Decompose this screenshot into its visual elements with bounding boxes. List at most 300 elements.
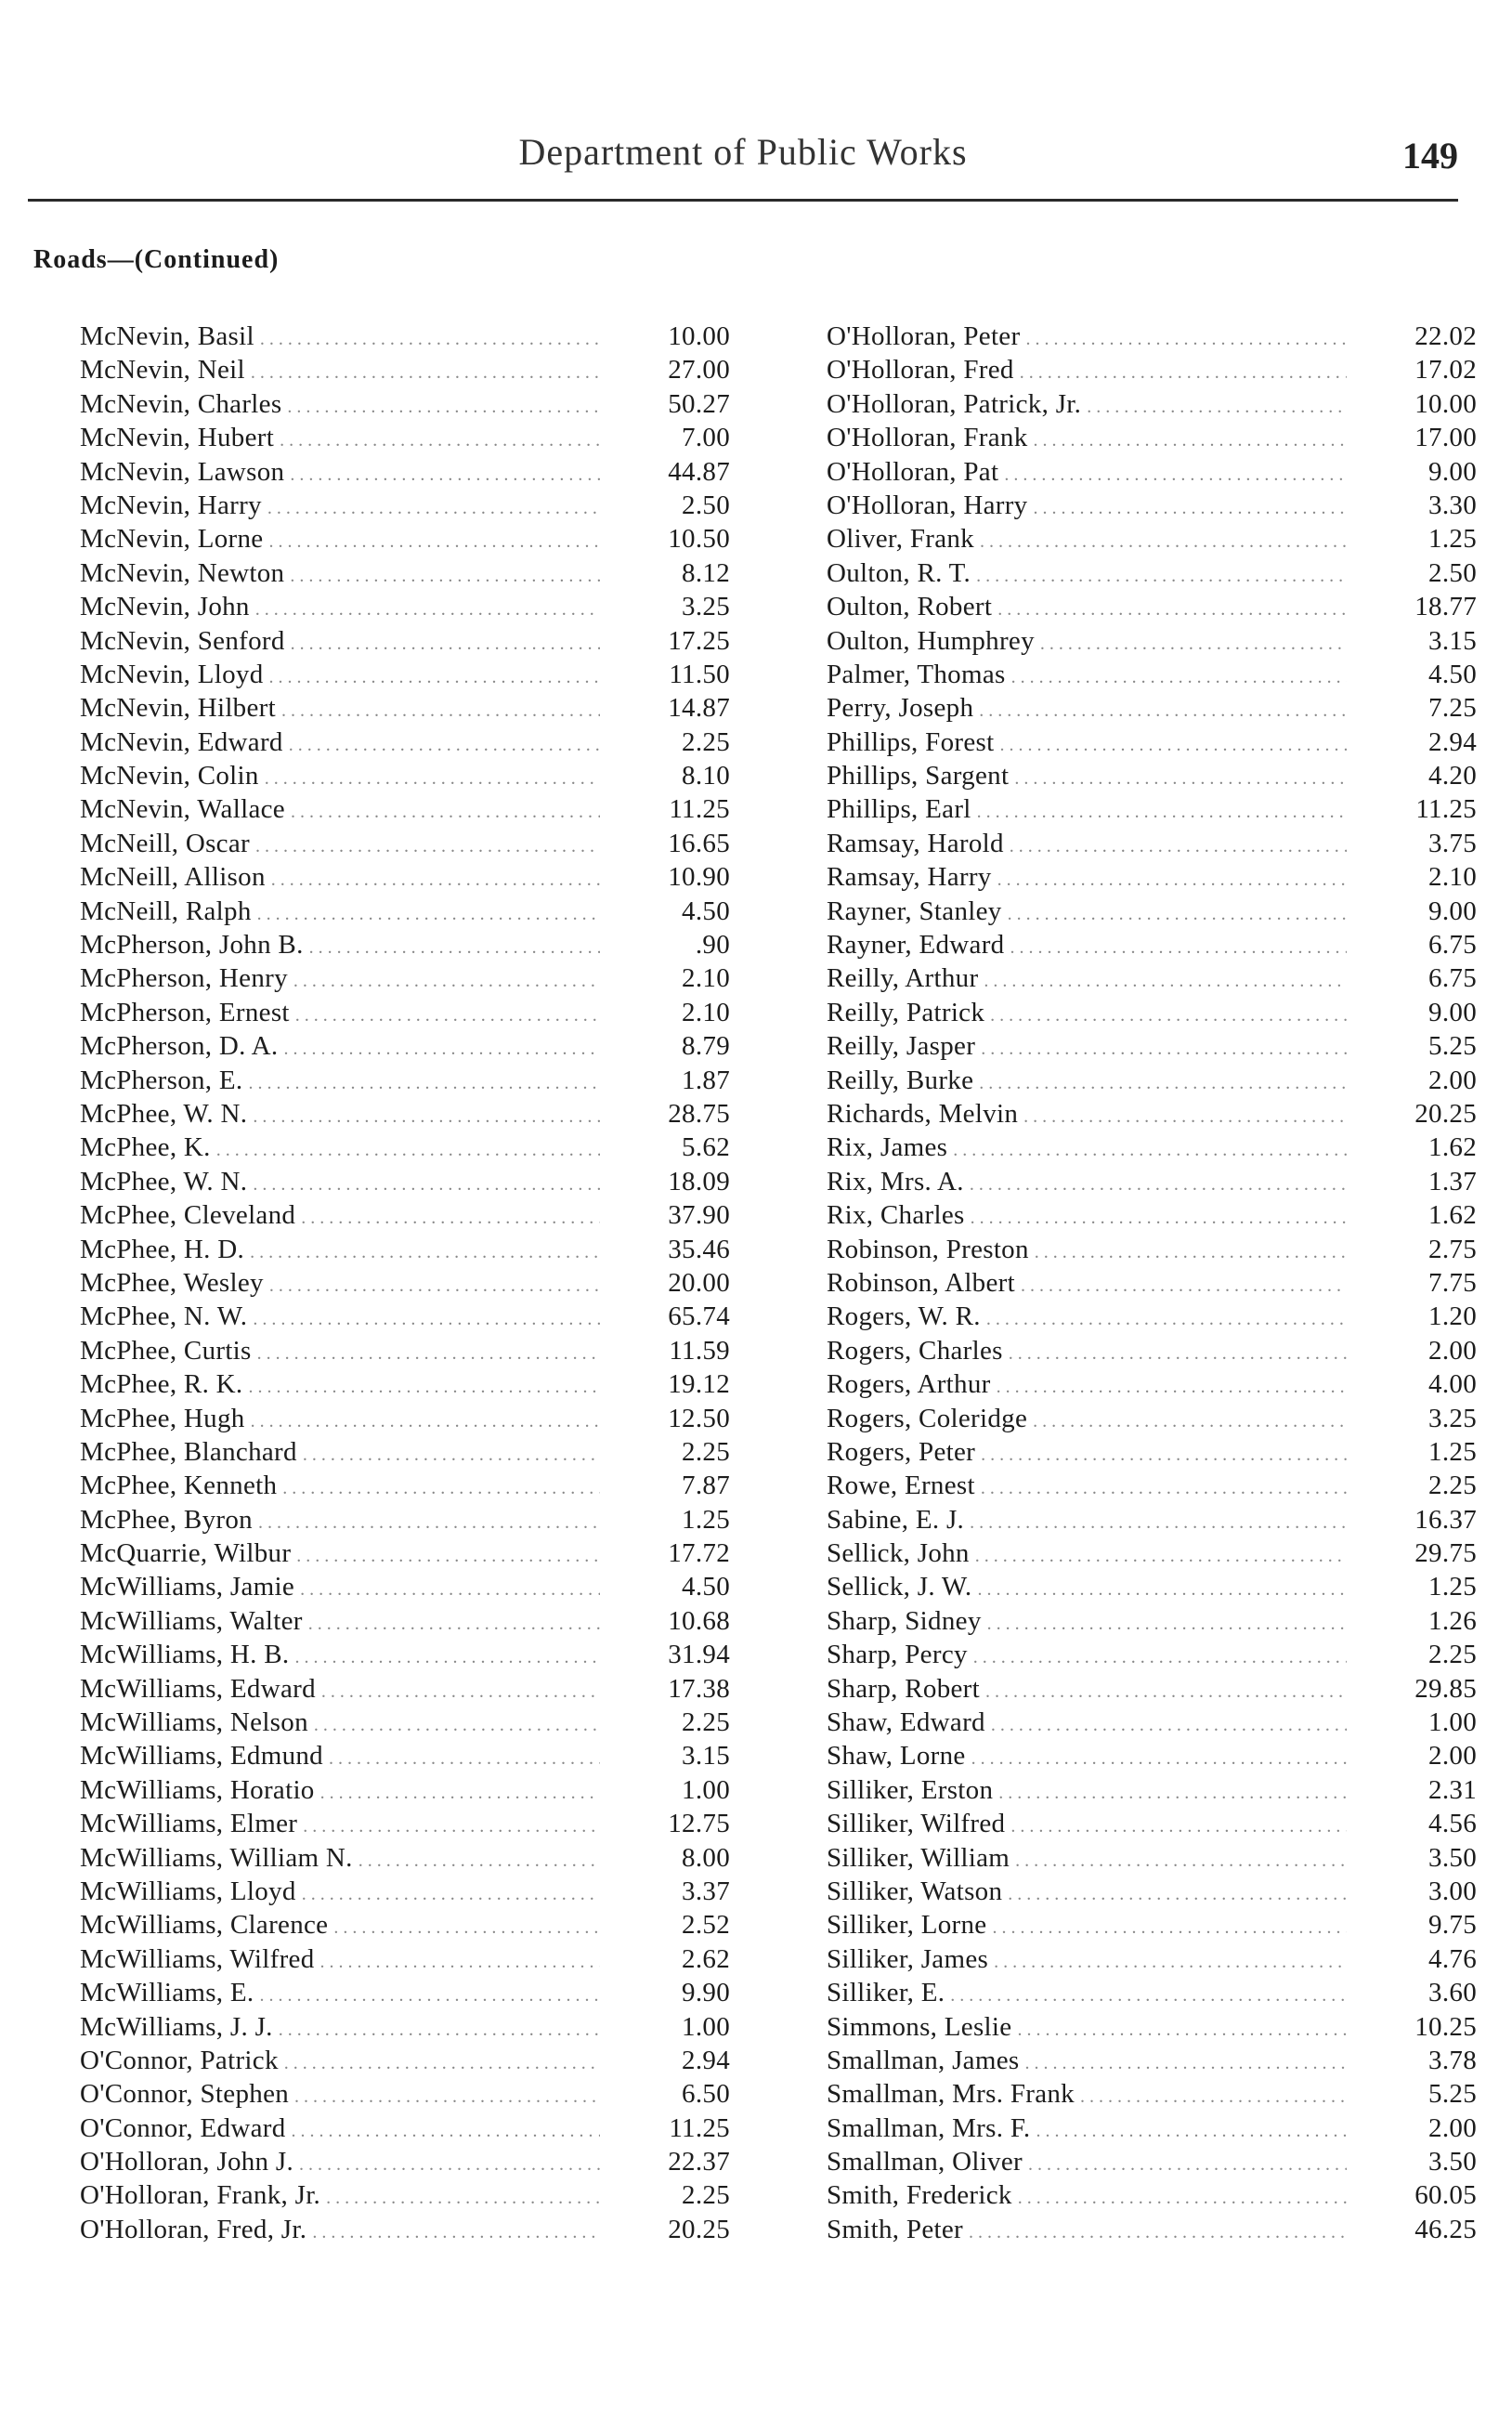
list-item xyxy=(827,693,1477,726)
payment-amount: 7.25 xyxy=(1428,693,1477,724)
payment-amount: 10.00 xyxy=(668,321,730,351)
payment-amount: 2.52 xyxy=(682,1910,730,1941)
payee-name: McPhee, N. W. xyxy=(80,1301,248,1332)
payee-name: McNevin, Hilbert xyxy=(80,693,276,724)
list-item xyxy=(80,1944,730,1978)
payee-name: O'Holloran, Peter xyxy=(827,321,1021,351)
payment-amount: 12.50 xyxy=(668,1403,730,1433)
dot-leader xyxy=(982,1614,1347,1635)
payee-name: Rogers, Arthur xyxy=(827,1369,991,1400)
payee-name: McWilliams, E. xyxy=(80,1978,254,2008)
dot-leader xyxy=(254,329,600,350)
list-item xyxy=(80,1606,730,1640)
list-item xyxy=(827,1843,1477,1876)
dot-leader xyxy=(1015,1275,1347,1297)
dot-leader xyxy=(986,1917,1347,1939)
payee-name: Smallman, Mrs. F. xyxy=(827,2112,1031,2143)
dot-leader xyxy=(1003,1343,1347,1365)
payee-name: McWilliams, Horatio xyxy=(80,1774,315,1805)
dot-leader xyxy=(1004,937,1347,959)
dot-leader xyxy=(971,566,1347,587)
list-item xyxy=(827,1404,1477,1437)
dot-leader xyxy=(279,2053,600,2074)
dot-leader xyxy=(304,937,600,959)
list-item xyxy=(80,423,730,456)
dot-leader xyxy=(973,1073,1347,1094)
dot-leader xyxy=(247,1309,600,1330)
list-item xyxy=(827,1978,1477,2011)
payee-name: Phillips, Forest xyxy=(827,726,995,757)
dot-leader xyxy=(1019,2053,1347,2074)
list-item xyxy=(80,1775,730,1809)
list-item xyxy=(80,321,730,355)
list-item xyxy=(827,1944,1477,1978)
payee-name: O'Holloran, Fred xyxy=(827,355,1014,386)
payment-amount: 2.10 xyxy=(682,963,730,994)
left-column xyxy=(80,321,730,2248)
list-item xyxy=(827,389,1477,423)
dot-leader xyxy=(291,1546,600,1567)
payment-amount: 2.00 xyxy=(1428,1065,1477,1095)
payee-name: Shaw, Edward xyxy=(827,1707,985,1738)
dot-leader xyxy=(994,735,1347,756)
payee-name: McNevin, Wallace xyxy=(80,794,285,825)
payee-name: Phillips, Sargent xyxy=(827,761,1010,791)
running-title: Department of Public Works xyxy=(518,131,968,173)
dot-leader xyxy=(1018,1106,1347,1128)
list-item xyxy=(827,1268,1477,1301)
payment-amount: 7.87 xyxy=(682,1471,730,1501)
payee-name: McWilliams, Edward xyxy=(80,1673,316,1704)
list-item xyxy=(827,1572,1477,1605)
dot-leader xyxy=(975,1039,1347,1060)
dot-leader xyxy=(1075,2086,1347,2108)
list-item xyxy=(827,457,1477,490)
payee-name: Silliker, Wilfred xyxy=(827,1809,1006,1839)
payee-name: McWilliams, William N. xyxy=(80,1842,353,1873)
payee-name: Perry, Joseph xyxy=(827,693,974,724)
dot-leader xyxy=(992,599,1347,621)
list-item xyxy=(80,626,730,660)
payee-name: McNevin, Newton xyxy=(80,557,285,588)
dot-leader xyxy=(285,802,600,823)
list-item xyxy=(80,2215,730,2248)
list-item xyxy=(80,1437,730,1471)
list-item xyxy=(80,1336,730,1369)
list-item xyxy=(827,558,1477,592)
payment-amount: 2.94 xyxy=(682,2045,730,2075)
list-item xyxy=(80,1910,730,1943)
payee-name: McWilliams, Jamie xyxy=(80,1572,295,1602)
payee-name: Silliker, James xyxy=(827,1943,989,1974)
payee-name: O'Connor, Stephen xyxy=(80,2079,290,2110)
list-item xyxy=(827,963,1477,997)
payment-amount: 3.00 xyxy=(1428,1876,1477,1906)
payment-amount: 2.25 xyxy=(682,726,730,757)
dot-leader xyxy=(283,735,600,756)
dot-leader xyxy=(242,1377,600,1398)
dot-leader xyxy=(992,870,1347,891)
dot-leader xyxy=(1011,2020,1347,2041)
payee-name: McPherson, Henry xyxy=(80,963,288,994)
payment-amount: 6.75 xyxy=(1428,930,1477,961)
payee-name: Reilly, Arthur xyxy=(827,963,979,994)
dot-leader xyxy=(1035,634,1347,655)
payment-amount: 29.85 xyxy=(1414,1673,1477,1704)
dot-leader xyxy=(1081,397,1347,418)
list-item xyxy=(827,2215,1477,2248)
list-item xyxy=(80,2147,730,2180)
right-column xyxy=(827,321,1477,2248)
list-item xyxy=(80,660,730,693)
payment-amount: 8.00 xyxy=(682,1842,730,1873)
dot-leader xyxy=(970,1546,1347,1567)
payment-amount: 3.78 xyxy=(1428,2045,1477,2075)
dot-leader xyxy=(244,1242,600,1263)
page-header xyxy=(28,130,1458,202)
list-item xyxy=(80,963,730,997)
payee-name: McNevin, Lawson xyxy=(80,456,285,487)
payee-name: McNevin, Harry xyxy=(80,490,262,520)
dot-leader xyxy=(993,1783,1347,1804)
list-item xyxy=(827,1707,1477,1741)
list-item xyxy=(827,1471,1477,1504)
list-item xyxy=(827,862,1477,896)
dot-leader xyxy=(247,1174,600,1196)
payment-amount: 4.20 xyxy=(1428,761,1477,791)
list-item xyxy=(80,490,730,524)
dot-leader xyxy=(250,836,600,857)
payment-amount: 65.74 xyxy=(668,1301,730,1332)
list-item xyxy=(80,1369,730,1403)
payment-amount: 3.50 xyxy=(1428,1842,1477,1873)
payee-name: Smallman, Mrs. Frank xyxy=(827,2079,1075,2110)
dot-leader xyxy=(973,700,1347,722)
dot-leader xyxy=(320,2188,600,2209)
list-item xyxy=(827,1066,1477,1099)
payment-amount: 4.76 xyxy=(1428,1943,1477,1974)
payee-name: McNevin, Edward xyxy=(80,726,283,757)
list-item xyxy=(827,1741,1477,1774)
payment-amount: 10.68 xyxy=(668,1605,730,1636)
payment-amount: 17.38 xyxy=(668,1673,730,1704)
list-item xyxy=(827,1099,1477,1132)
payee-name: Robinson, Preston xyxy=(827,1234,1029,1264)
list-item xyxy=(80,1268,730,1301)
payment-amount: 10.50 xyxy=(668,524,730,555)
payee-name: Sellick, John xyxy=(827,1538,970,1569)
dot-leader xyxy=(245,362,600,384)
section-title: Roads—(Continued) xyxy=(33,245,280,274)
dot-leader xyxy=(284,566,600,587)
payment-amount: 1.25 xyxy=(1428,1572,1477,1602)
dot-leader xyxy=(247,1106,600,1128)
payment-amount: 17.02 xyxy=(1414,355,1477,386)
dot-leader xyxy=(264,1275,600,1297)
list-item xyxy=(80,1707,730,1741)
list-item xyxy=(827,2147,1477,2180)
payee-name: Palmer, Thomas xyxy=(827,659,1006,689)
dot-leader xyxy=(998,464,1347,486)
list-item xyxy=(827,761,1477,794)
dot-leader xyxy=(259,768,600,790)
payee-name: O'Holloran, John J. xyxy=(80,2147,294,2177)
payee-name: Ramsay, Harold xyxy=(827,828,1004,858)
dot-leader xyxy=(1002,904,1347,925)
payee-name: McWilliams, Edmund xyxy=(80,1741,323,1772)
list-item xyxy=(827,626,1477,660)
payment-amount: 4.56 xyxy=(1428,1809,1477,1839)
payee-name: McNevin, Colin xyxy=(80,761,259,791)
dot-leader xyxy=(284,464,600,486)
list-item xyxy=(80,862,730,896)
dot-leader xyxy=(277,1478,600,1499)
payment-amount: 16.65 xyxy=(668,828,730,858)
dot-leader xyxy=(306,2222,600,2243)
payment-amount: 3.50 xyxy=(1428,2147,1477,2177)
dot-leader xyxy=(242,1073,600,1094)
payee-name: Rogers, Peter xyxy=(827,1436,976,1467)
payment-amount: 8.10 xyxy=(682,761,730,791)
payment-amount: 1.20 xyxy=(1428,1301,1477,1332)
payee-name: Reilly, Jasper xyxy=(827,1031,976,1062)
payment-amount: 11.25 xyxy=(669,794,730,825)
dot-leader xyxy=(978,971,1347,992)
list-item xyxy=(827,1031,1477,1065)
payment-amount: 2.25 xyxy=(1428,1640,1477,1670)
dot-leader xyxy=(297,1445,600,1466)
list-item xyxy=(80,1301,730,1335)
payment-amount: 4.50 xyxy=(682,896,730,926)
payee-name: McPhee, R. K. xyxy=(80,1369,243,1400)
list-item xyxy=(827,2113,1477,2147)
dot-leader xyxy=(980,1681,1347,1703)
dot-leader xyxy=(290,1005,600,1026)
list-item xyxy=(827,930,1477,963)
payment-amount: 11.25 xyxy=(669,2112,730,2143)
payment-amount: 50.27 xyxy=(668,388,730,419)
payment-amount: 3.37 xyxy=(682,1876,730,1906)
list-item xyxy=(827,2012,1477,2046)
payee-name: McPherson, John B. xyxy=(80,930,304,961)
payment-amount: 46.25 xyxy=(1414,2214,1477,2244)
payee-name: McPhee, Wesley xyxy=(80,1267,264,1298)
payment-amount: 28.75 xyxy=(668,1098,730,1129)
payee-name: O'Holloran, Fred, Jr. xyxy=(80,2214,307,2244)
payment-amount: 20.25 xyxy=(1414,1098,1477,1129)
payee-name: McWilliams, Wilfred xyxy=(80,1943,315,1974)
payment-amount: 2.00 xyxy=(1428,2112,1477,2143)
list-item xyxy=(827,660,1477,693)
list-item xyxy=(80,1471,730,1504)
dot-leader xyxy=(297,1816,600,1837)
payment-amount: 14.87 xyxy=(668,693,730,724)
dot-leader xyxy=(1031,2121,1348,2142)
payment-amount: 1.25 xyxy=(1428,524,1477,555)
dot-leader xyxy=(278,1039,600,1060)
payee-name: McPhee, W. N. xyxy=(80,1098,248,1129)
payment-amount: 19.12 xyxy=(668,1369,730,1400)
list-item xyxy=(80,1404,730,1437)
payee-name: McPhee, Cleveland xyxy=(80,1200,296,1231)
dot-leader xyxy=(294,1579,600,1601)
list-item xyxy=(80,1235,730,1268)
payment-amount: 11.25 xyxy=(1415,794,1477,825)
payment-amount: 1.62 xyxy=(1428,1200,1477,1231)
dot-leader xyxy=(1004,836,1347,857)
dot-leader xyxy=(1009,768,1347,790)
payment-amount: 22.02 xyxy=(1414,321,1477,351)
payee-name: Oliver, Frank xyxy=(827,524,974,555)
dot-leader xyxy=(984,1005,1347,1026)
list-item xyxy=(80,1505,730,1538)
list-item xyxy=(80,1674,730,1707)
payment-amount: 7.75 xyxy=(1428,1267,1477,1298)
payee-name: McPhee, H. D. xyxy=(80,1234,245,1264)
payment-amount: 20.25 xyxy=(668,2214,730,2244)
list-item xyxy=(827,1876,1477,1910)
payee-name: O'Holloran, Frank xyxy=(827,423,1028,453)
list-item xyxy=(80,389,730,423)
payment-amount: 10.90 xyxy=(668,862,730,893)
list-item xyxy=(827,1167,1477,1200)
list-item xyxy=(827,727,1477,761)
payee-name: McWilliams, J. J. xyxy=(80,2011,273,2042)
dot-leader xyxy=(323,1748,600,1770)
payment-amount: 3.25 xyxy=(1428,1403,1477,1433)
payee-name: O'Connor, Patrick xyxy=(80,2045,279,2075)
payment-amount: 31.94 xyxy=(668,1640,730,1670)
list-item xyxy=(80,1809,730,1842)
payment-amount: 3.15 xyxy=(1428,625,1477,656)
payee-name: Smith, Peter xyxy=(827,2214,963,2244)
list-item xyxy=(80,2079,730,2112)
dot-leader xyxy=(316,1681,600,1703)
list-item xyxy=(827,2046,1477,2079)
list-item xyxy=(80,1572,730,1605)
payment-amount: 2.25 xyxy=(682,1707,730,1738)
list-item xyxy=(827,829,1477,862)
payment-amount: 2.00 xyxy=(1428,1741,1477,1772)
payee-name: McPhee, W. N. xyxy=(80,1166,248,1196)
payee-name: McNevin, Charles xyxy=(80,388,282,419)
payment-amount: 17.00 xyxy=(1414,423,1477,453)
payee-name: Smith, Frederick xyxy=(827,2180,1012,2211)
dot-leader xyxy=(295,1208,600,1229)
list-item xyxy=(827,1538,1477,1572)
dot-leader xyxy=(263,531,600,553)
payee-name: McPherson, Ernest xyxy=(80,997,290,1027)
dot-leader xyxy=(308,1715,600,1736)
payee-name: McQuarrie, Wilbur xyxy=(80,1538,292,1569)
payee-name: O'Holloran, Patrick, Jr. xyxy=(827,388,1082,419)
list-item xyxy=(827,321,1477,355)
dot-leader xyxy=(971,1579,1347,1601)
list-item xyxy=(827,1200,1477,1234)
dot-leader xyxy=(966,1748,1347,1770)
list-item xyxy=(80,1978,730,2011)
dot-leader xyxy=(1012,2188,1347,2209)
dot-leader xyxy=(211,1140,600,1161)
dot-leader xyxy=(252,1343,600,1365)
payee-name: McNevin, Basil xyxy=(80,321,254,351)
payee-name: McWilliams, Lloyd xyxy=(80,1876,296,1906)
payee-name: McPhee, Curtis xyxy=(80,1335,252,1366)
dot-leader xyxy=(968,1647,1347,1668)
dot-leader xyxy=(947,1140,1347,1161)
list-item xyxy=(80,1066,730,1099)
payment-amount: 4.50 xyxy=(1428,659,1477,689)
dot-leader xyxy=(975,1445,1347,1466)
payee-name: Rowe, Ernest xyxy=(827,1471,975,1501)
payment-amount: 6.50 xyxy=(682,2079,730,2110)
payment-amount: 3.25 xyxy=(682,592,730,622)
dot-leader xyxy=(1002,1884,1347,1905)
payee-name: Reilly, Burke xyxy=(827,1065,974,1095)
list-item xyxy=(80,1843,730,1876)
payment-amount: 11.50 xyxy=(669,659,730,689)
payee-name: McWilliams, Clarence xyxy=(80,1910,329,1941)
list-item xyxy=(80,727,730,761)
payment-amount: 2.94 xyxy=(1428,726,1477,757)
payment-amount: 2.25 xyxy=(682,1436,730,1467)
payment-amount: 2.00 xyxy=(1428,1335,1477,1366)
dot-leader xyxy=(266,870,600,891)
payment-amount: 1.26 xyxy=(1428,1605,1477,1636)
payee-name: O'Holloran, Harry xyxy=(827,490,1028,520)
dot-leader xyxy=(974,531,1347,553)
list-item xyxy=(80,998,730,1031)
payee-name: Phillips, Earl xyxy=(827,794,971,825)
list-item xyxy=(80,1200,730,1234)
payee-name: Rogers, Charles xyxy=(827,1335,1003,1366)
payee-name: McPhee, Kenneth xyxy=(80,1471,278,1501)
payee-name: Rayner, Edward xyxy=(827,930,1005,961)
payment-amount: .90 xyxy=(695,930,730,961)
list-item xyxy=(827,794,1477,828)
dot-leader xyxy=(289,1647,600,1668)
list-item xyxy=(827,1301,1477,1335)
payee-name: McNevin, Neil xyxy=(80,355,245,386)
payee-name: Sellick, J. W. xyxy=(827,1572,972,1602)
dot-leader xyxy=(975,1478,1347,1499)
payee-name: McNevin, Senford xyxy=(80,625,285,656)
payee-name: Silliker, Lorne xyxy=(827,1910,987,1941)
dot-leader xyxy=(985,1715,1347,1736)
dot-leader xyxy=(254,1985,600,2007)
dot-leader xyxy=(1010,1850,1347,1872)
payee-name: McWilliams, Elmer xyxy=(80,1809,298,1839)
payment-amount: 1.37 xyxy=(1428,1166,1477,1196)
payee-name: McWilliams, Nelson xyxy=(80,1707,308,1738)
list-item xyxy=(827,1775,1477,1809)
list-item xyxy=(827,592,1477,625)
dot-leader xyxy=(1027,1411,1347,1432)
payment-amount: 3.60 xyxy=(1428,1978,1477,2008)
payee-name: Rogers, W. R. xyxy=(827,1301,981,1332)
list-item xyxy=(827,896,1477,930)
list-item xyxy=(827,1674,1477,1707)
payment-amount: 3.15 xyxy=(682,1741,730,1772)
page-number: 149 xyxy=(1402,135,1458,177)
payment-amount: 8.12 xyxy=(682,557,730,588)
payment-amount: 16.37 xyxy=(1414,1504,1477,1535)
payee-name: McPhee, K. xyxy=(80,1132,211,1163)
list-item xyxy=(80,896,730,930)
payment-amount: 1.25 xyxy=(682,1504,730,1535)
payee-name: O'Holloran, Frank, Jr. xyxy=(80,2180,321,2211)
list-item xyxy=(827,1437,1477,1471)
